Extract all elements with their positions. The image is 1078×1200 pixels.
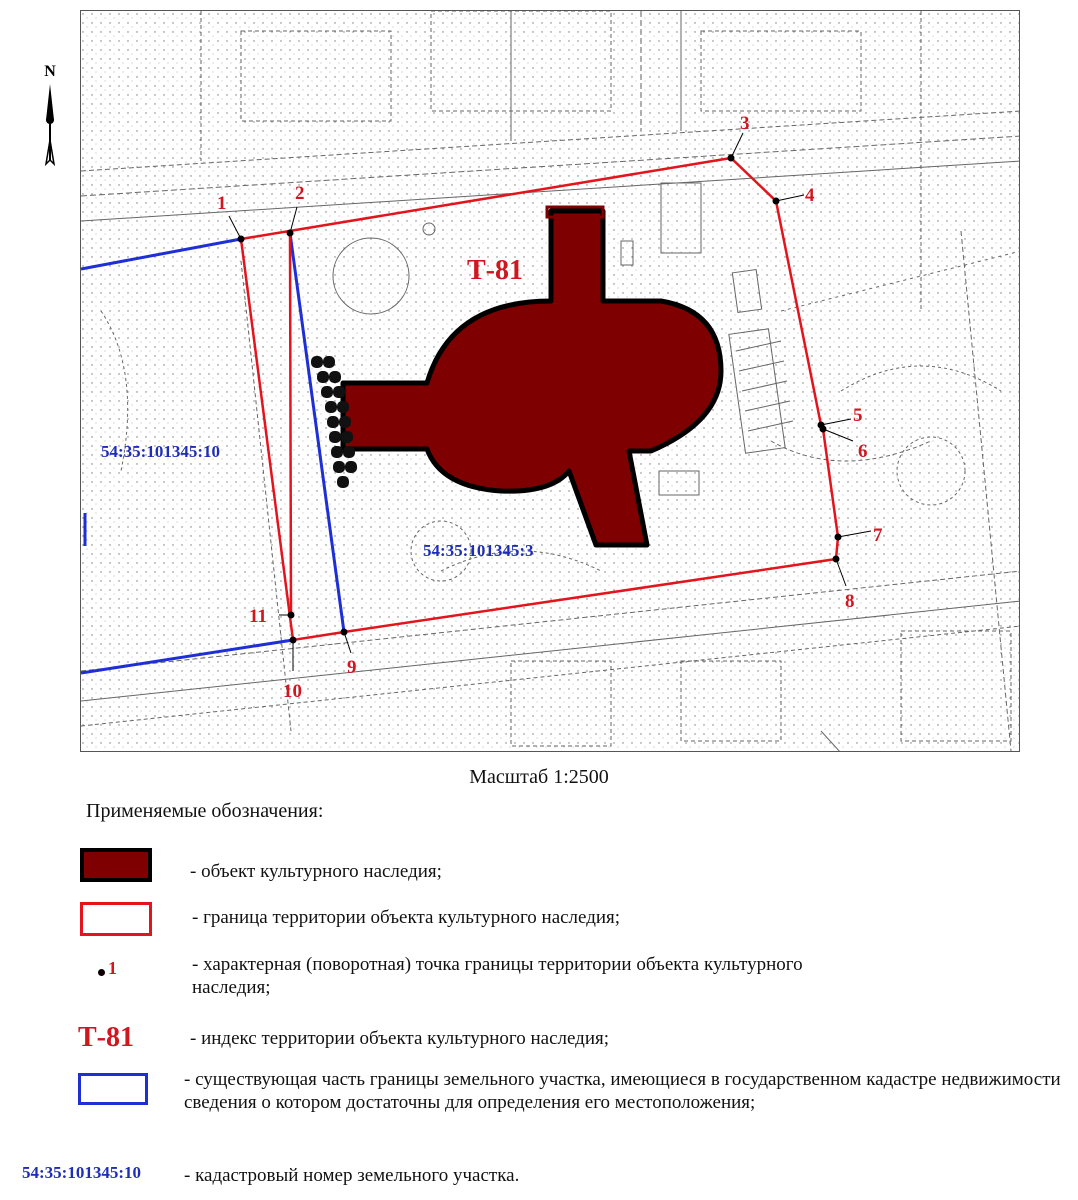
point-label-6: 6 (858, 441, 868, 462)
point-dot-icon (98, 969, 105, 976)
legend-index-text: - индекс территории объекта культурного наследия; (190, 1028, 610, 1049)
legend-cadastral-text: - кадастровый номер земельного участка. (184, 1165, 520, 1186)
legend-territory-boundary-text: - граница территории объекта культурного наследия; (192, 907, 621, 928)
legend-index-sample: Т-81 (78, 1022, 134, 1053)
north-label: N (44, 63, 56, 80)
legend-title: Применяемые обозначения: (86, 800, 324, 822)
legend-heritage-text: - объект культурного наследия; (190, 861, 442, 882)
point-label-8: 8 (845, 591, 855, 612)
point-label-1: 1 (217, 193, 227, 214)
legend-point-symbol (88, 956, 118, 982)
north-arrow (30, 60, 70, 170)
legend-point-sample: 1 (108, 958, 117, 978)
point-label-11: 11 (249, 606, 267, 627)
point-label-5: 5 (853, 405, 863, 426)
legend-heritage-symbol (80, 848, 152, 882)
legend-territory-boundary-symbol (80, 902, 152, 936)
map-scale: Масштаб 1:2500 (469, 766, 609, 788)
point-label-10: 10 (283, 681, 302, 702)
point-label-7: 7 (873, 525, 883, 546)
territory-index-label: Т-81 (467, 255, 523, 286)
map-view[interactable] (80, 10, 1020, 752)
legend-parcel-boundary-text: - существующая часть границы земельного участка, имеющиеся в государственном кадастре недвижимости сведения о котором достаточны для определения его местоположения; (184, 1069, 1061, 1113)
point-label-9: 9 (347, 657, 357, 678)
point-label-3: 3 (740, 113, 750, 134)
cadastral-label-10: 54:35:101345:10 (101, 442, 220, 461)
legend-parcel-boundary-symbol (78, 1073, 148, 1105)
legend-point-text: - характерная (поворотная) точка границы территории объекта культурного наследия; (192, 954, 803, 998)
legend-cadastral-sample: 54:35:101345:10 (22, 1163, 141, 1182)
cadastral-label-3: 54:35:101345:3 (423, 541, 534, 560)
point-label-2: 2 (295, 183, 305, 204)
north-arrow-icon (46, 84, 54, 120)
point-label-4: 4 (805, 185, 815, 206)
